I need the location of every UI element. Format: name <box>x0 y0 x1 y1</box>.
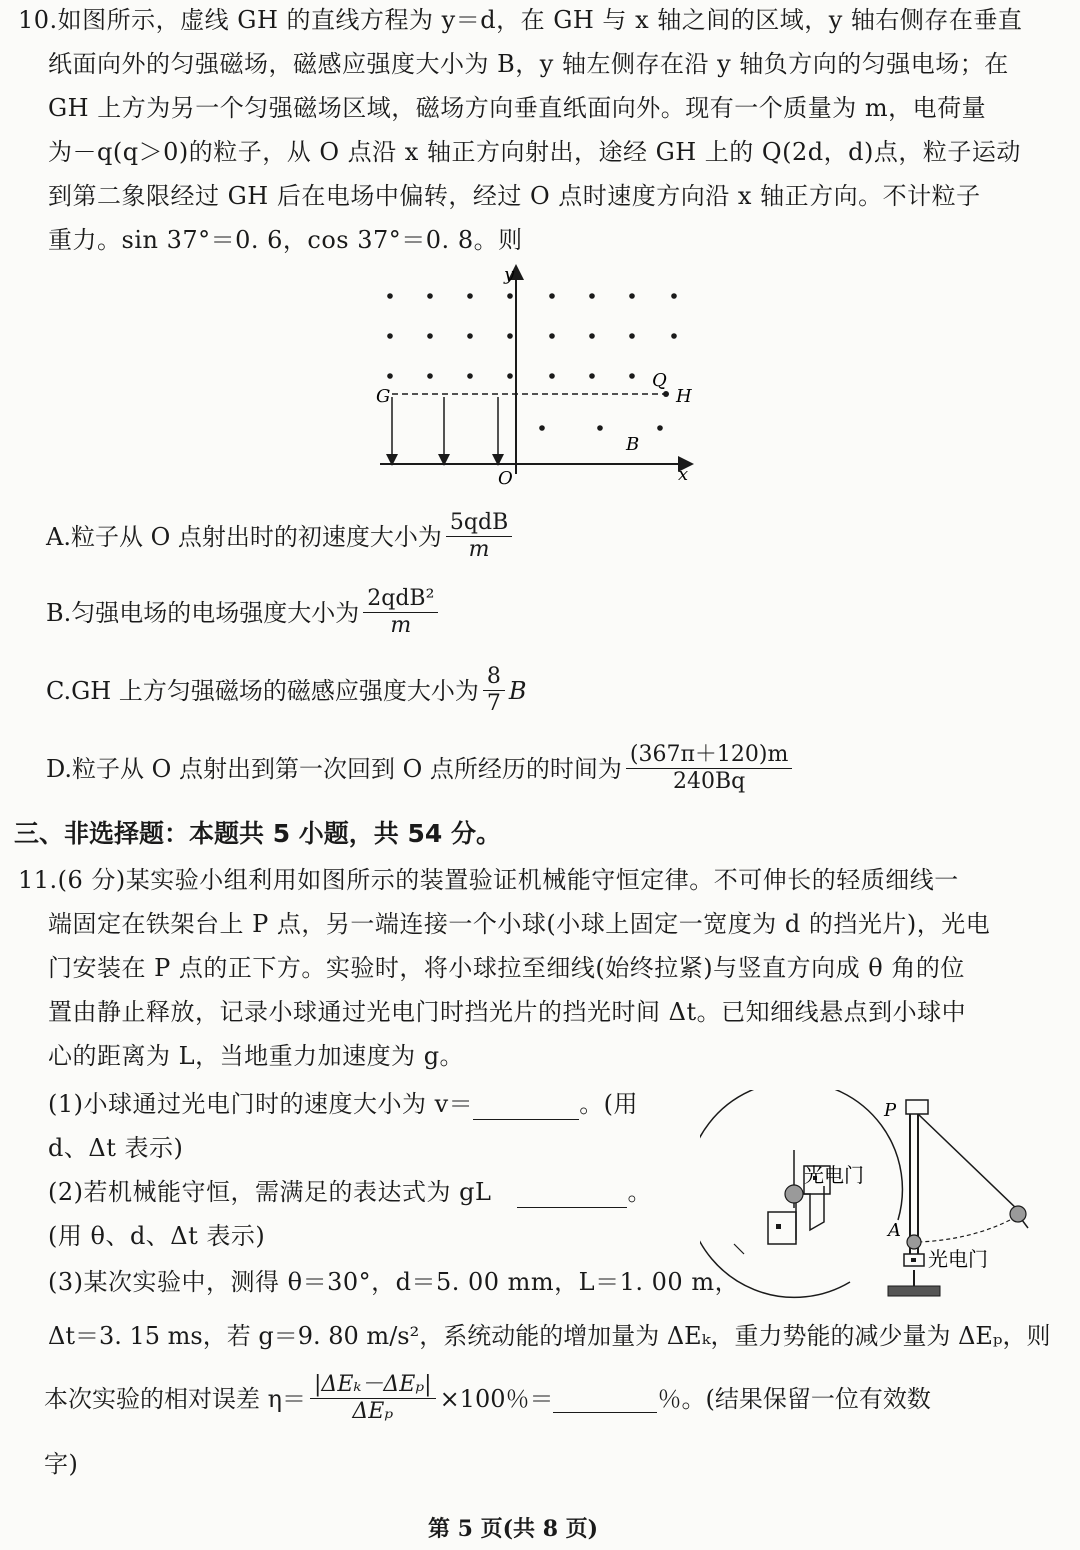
answer-blank-2[interactable] <box>517 1179 627 1208</box>
sub2-line-2: (用 θ、d、Δt 表示) <box>48 1222 266 1250</box>
option-b-denominator: m <box>390 613 412 638</box>
sub3-times: ×100％＝ <box>439 1384 554 1413</box>
sub3-end: ％。(结果保留一位有效数 <box>657 1384 931 1413</box>
q-point <box>663 391 669 397</box>
a-label: A <box>888 1220 901 1241</box>
q11-line-5: 心的距离为 L，当地重力加速度为 g。 <box>48 1042 465 1070</box>
option-a-numerator: 5qdB <box>449 510 509 535</box>
inset-gate-label: 光电门 <box>804 1163 864 1187</box>
q-label: Q <box>652 370 667 391</box>
h-label: H <box>676 386 692 407</box>
option-a <box>46 510 516 563</box>
sub3-line-4: 字) <box>44 1450 79 1478</box>
option-c-text: C.GH 上方匀强磁场的磁感应强度大小为 <box>46 676 479 705</box>
option-a-text: A.粒子从 O 点射出时的初速度大小为 <box>46 522 442 551</box>
lower-field-dots <box>539 425 663 431</box>
page-number: 第 5 页(共 8 页) <box>428 1516 599 1542</box>
sub1-line <box>48 1088 638 1120</box>
stand-base <box>888 1286 940 1296</box>
option-d <box>46 742 796 795</box>
option-d-text: D.粒子从 O 点射出到第一次回到 O 点所经历的时间为 <box>46 754 622 783</box>
q10-line-6: 重力。sin 37°＝0. 6，cos 37°＝0. 8。则 <box>48 226 523 254</box>
released-ball <box>1010 1206 1026 1222</box>
option-d-denominator: 240Bq <box>673 769 746 794</box>
q11-line-1: 11.(6 分)某实验小组利用如图所示的装置验证机械能守恒定律。不可伸长的轻质细线一 <box>18 866 959 894</box>
p-label: P <box>884 1100 897 1121</box>
option-b-text: B.匀强电场的电场强度大小为 <box>46 598 360 627</box>
sub2-end: 。 <box>627 1178 652 1206</box>
option-b <box>46 586 442 639</box>
x-axis-label: x <box>678 464 689 485</box>
inset-gate-block <box>768 1212 796 1244</box>
sub3-line-3 <box>44 1372 931 1425</box>
option-c-denominator: 7 <box>486 691 501 716</box>
answer-blank-3[interactable] <box>553 1384 657 1413</box>
suspension-point <box>906 1100 928 1114</box>
sub3-line-1: (3)某次实验中，测得 θ＝30°，d＝5. 00 mm，L＝1. 00 m， <box>48 1268 740 1296</box>
q11-apparatus-diagram <box>700 1090 1040 1310</box>
b-label: B <box>626 434 640 455</box>
q10-line-1: 10.如图所示，虚线 GH 的直线方程为 y＝d，在 GH 与 x 轴之间的区域，y 轴右侧存在垂直 <box>18 6 1023 34</box>
inset-ball <box>785 1185 803 1203</box>
answer-blank-1[interactable] <box>473 1091 579 1120</box>
sub3-line-2: Δt＝3. 15 ms，若 g＝9. 80 m/s²，系统动能的增加量为 ΔEₖ，重力势能的减少量为 ΔEₚ，则 <box>48 1322 1051 1350</box>
sub1-text: (1)小球通过光电门时的速度大小为 v＝ <box>48 1090 474 1118</box>
option-a-denominator: m <box>468 537 490 562</box>
pendulum-string <box>918 1114 1018 1210</box>
option-c-numerator: 8 <box>486 664 501 689</box>
sub2-line <box>48 1176 652 1208</box>
q11-line-4: 置由静止释放，记录小球通过光电门时挡光片的挡光时间 Δt。已知细线悬点到小球中 <box>48 998 967 1026</box>
q10-line-5: 到第二象限经过 GH 后在电场中偏转，经过 O 点时速度方向沿 x 轴正方向。不计粒子 <box>48 182 981 210</box>
option-c-unit: B <box>508 676 527 705</box>
q10-line-3: GH 上方为另一个匀强磁场区域，磁场方向垂直纸面向外。现有一个质量为 m，电荷量 <box>48 94 987 122</box>
error-numerator: |ΔEₖ－ΔEₚ| <box>314 1372 432 1397</box>
option-b-numerator: 2qdB² <box>367 586 435 611</box>
q10-line-2: 纸面向外的匀强磁场，磁感应强度大小为 B，y 轴左侧存在沿 y 轴负方向的匀强电场；在 <box>48 50 1009 78</box>
option-c <box>46 664 527 717</box>
error-denominator: ΔEₚ <box>352 1399 394 1424</box>
q11-line-3: 门安装在 P 点的正下方。实验时，将小球拉至细线(始终拉紧)与竖直方向成 θ 角的位 <box>48 954 965 982</box>
swing-path <box>918 1220 1010 1242</box>
sub3-error-text: 本次实验的相对误差 η＝ <box>44 1384 307 1413</box>
sub2-text: (2)若机械能守恒，需满足的表达式为 gL <box>48 1178 492 1206</box>
origin-label: O <box>498 468 513 489</box>
gate-label: 光电门 <box>928 1247 988 1271</box>
g-label: G <box>376 386 391 407</box>
sub1-hint: 。(用 <box>579 1090 639 1118</box>
sub1-line-2: d、Δt 表示) <box>48 1134 184 1162</box>
ball-at-a <box>907 1235 921 1249</box>
q10-field-diagram <box>370 262 710 492</box>
y-axis-label: y <box>504 264 515 285</box>
upper-field-dots <box>387 293 677 379</box>
section-title: 三、非选择题：本题共 5 小题，共 54 分。 <box>14 819 502 848</box>
option-d-numerator: (367π＋120)m <box>629 742 789 767</box>
q11-line-2: 端固定在铁架台上 P 点，另一端连接一个小球(小球上固定一宽度为 d 的挡光片)，光电 <box>48 910 991 938</box>
q10-line-4: 为－q(q＞0)的粒子，从 O 点沿 x 轴正方向射出，途经 GH 上的 Q(2d，d)点，粒子运动 <box>48 138 1021 166</box>
